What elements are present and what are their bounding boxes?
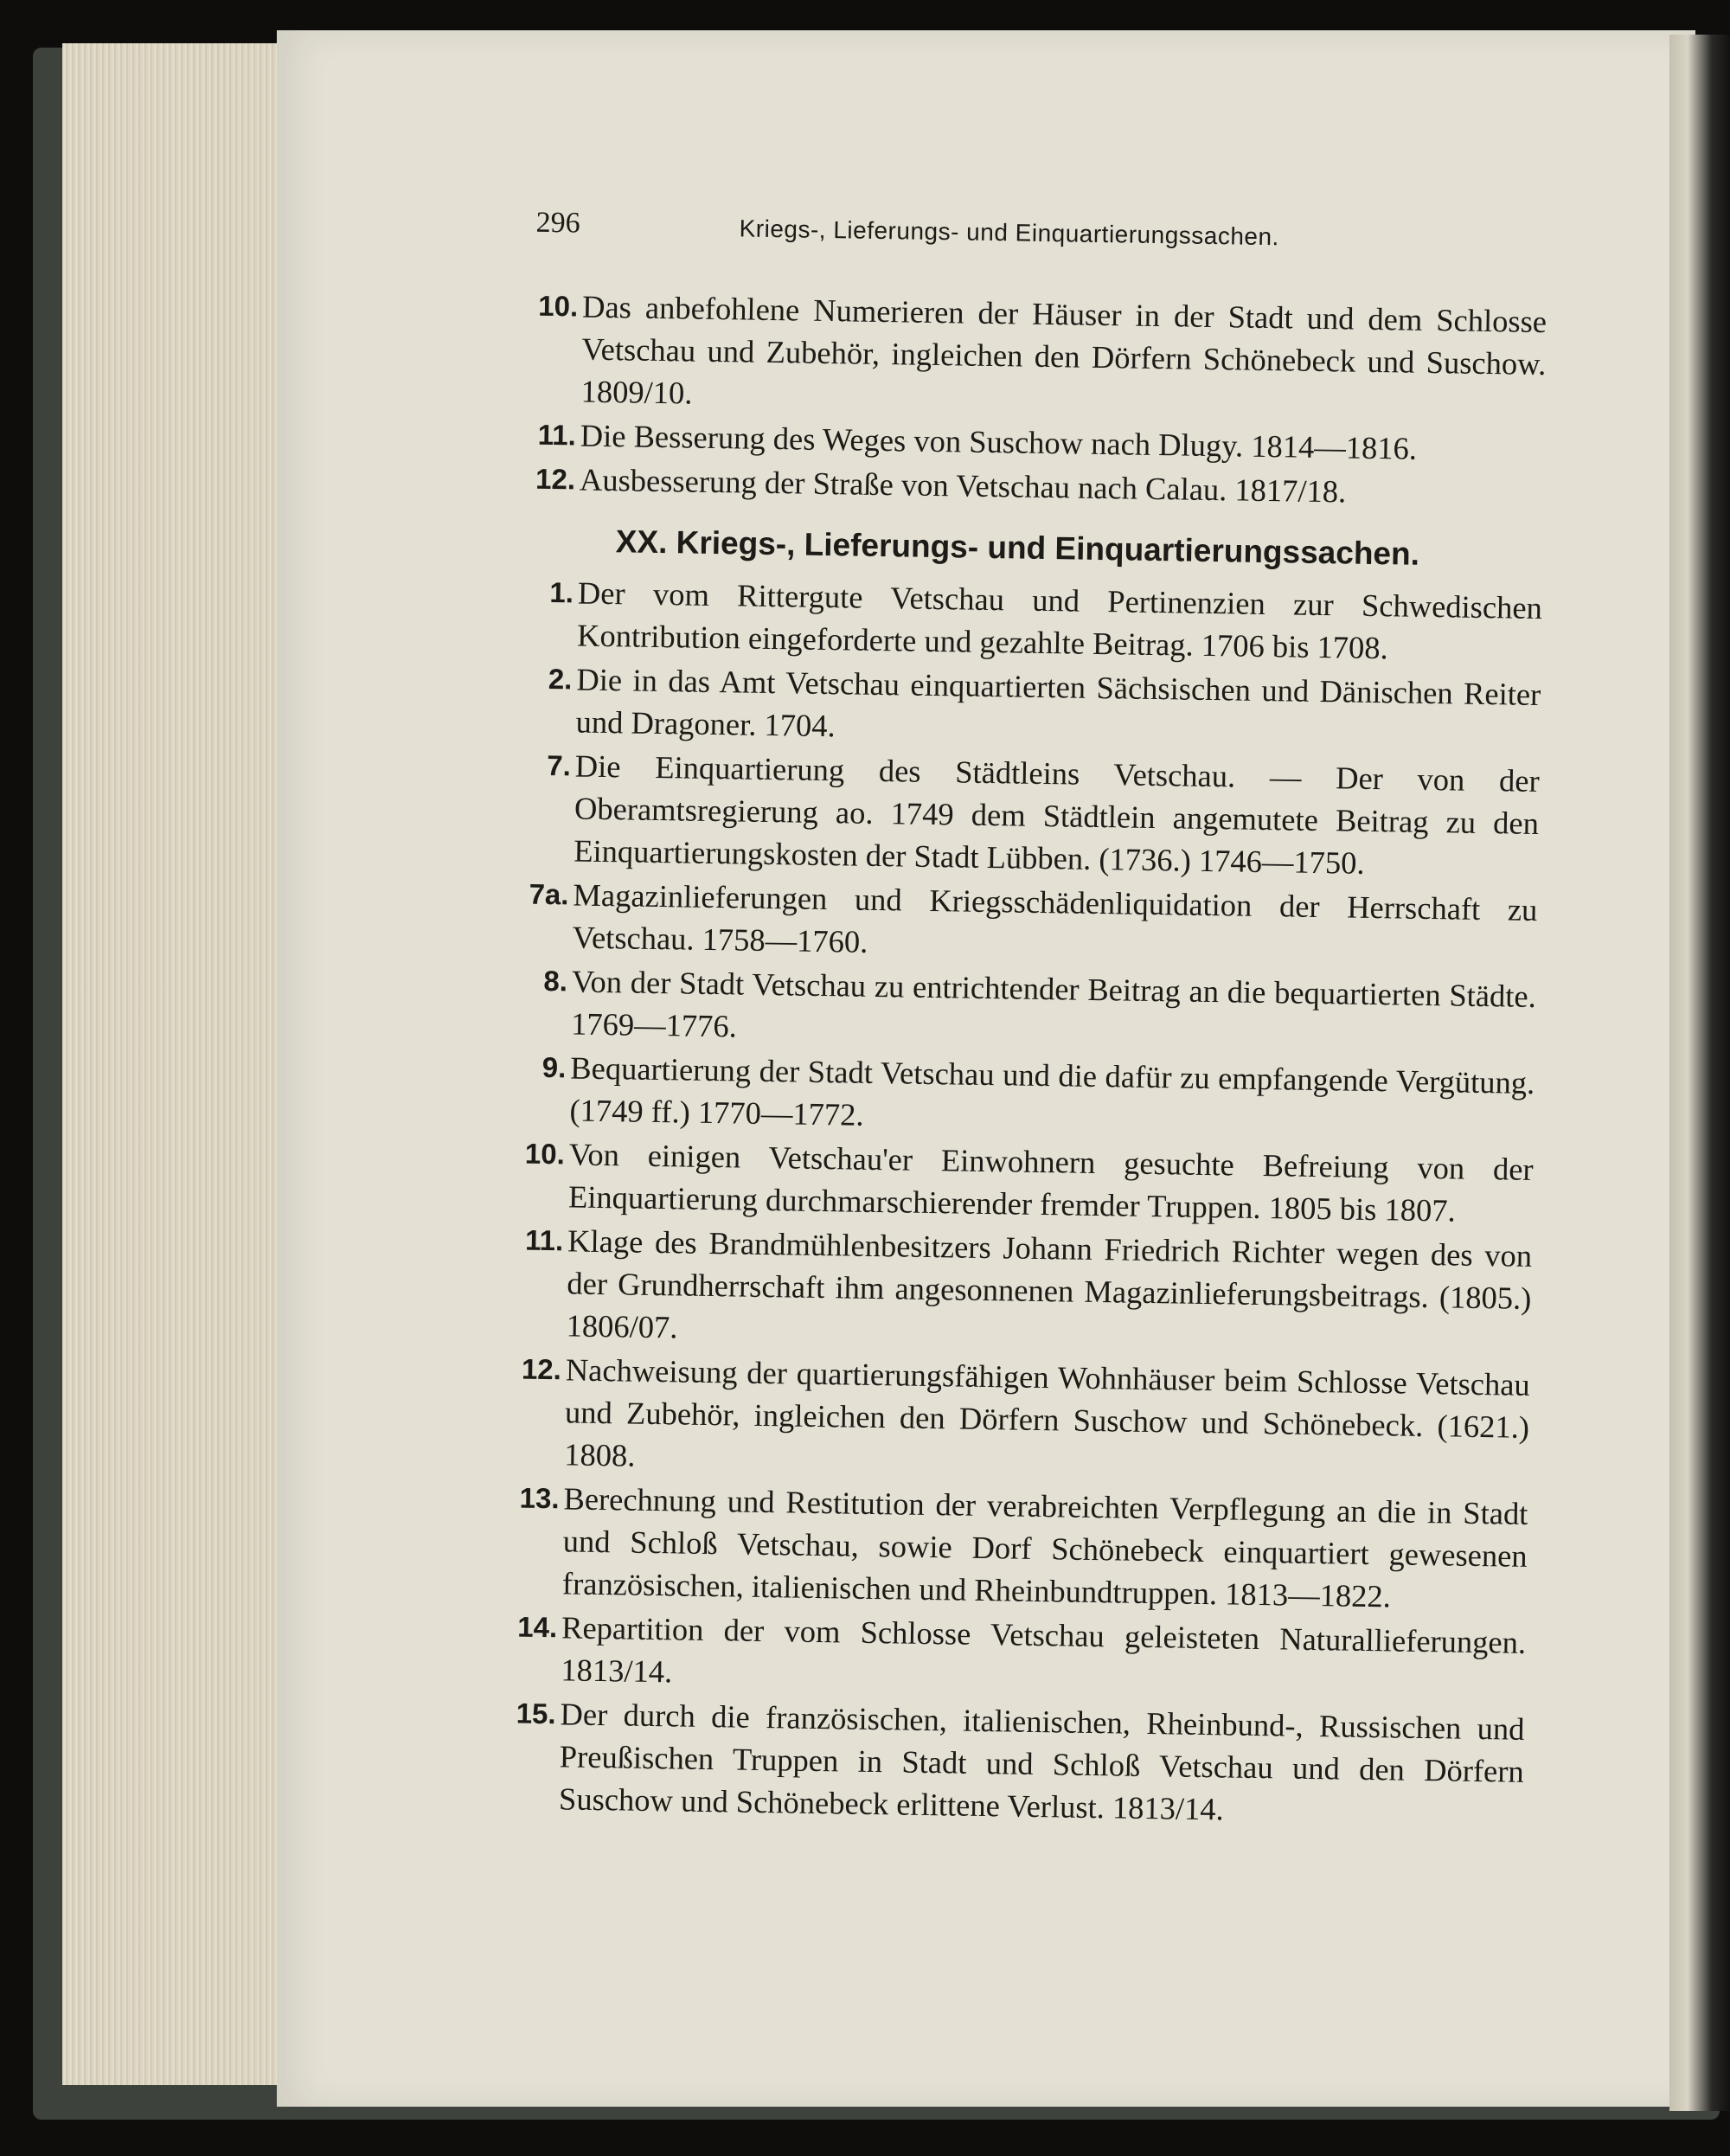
entry-text: Repartition der vom Schlosse Vetschau geleisteten Naturallieferungen. 1813/14. <box>561 1609 1527 1690</box>
entry-text: Die Einquartierung des Städtleins Vetschau. — Der von der Oberamtsregierung ao. 1749 dem Städtlein angemutete Beitrag zu den Einquartierungskosten der Stadt Lübben. (1736.) 1746—1750. <box>573 748 1541 881</box>
page-text-block <box>472 206 1548 1837</box>
entry-number: 1. <box>549 576 574 609</box>
entry-text: Von einigen Vetschau'er Einwohnern gesuchte Befreiung von der Einquartierung durchmarschierender fremder Truppen. 1805 bis 1807. <box>567 1136 1534 1229</box>
entry-number: 10. <box>524 1137 566 1171</box>
entry-text: Nachweisung der quartierungsfähigen Wohnhäuser beim Schlosse Vetschau und Zubehör, ingleichen den Dörfern Suschow und Schönebeck. (1621.) 1808. <box>564 1351 1531 1473</box>
list-item <box>484 959 1536 1060</box>
entry-number: 11. <box>524 1223 564 1257</box>
entry-text: Der durch die französischen, italienischen, Rheinbund-, Russischen und Preußischen Truppen in Stadt und Schloß Vetschau und den Dörfern Suschow und Schönebeck erlittene Verlust. 1813/14. <box>558 1696 1525 1827</box>
list-item <box>476 1476 1528 1620</box>
entry-text: Der vom Rittergute Vetschau und Pertinenzien zur Schwedischen Kontribution eingeforderte und gezahlte Beitrag. 1706 bis 1708. <box>576 574 1543 666</box>
entry-list-section-xx <box>472 570 1543 1835</box>
list-item <box>489 657 1541 758</box>
entry-number: 2. <box>548 662 573 696</box>
entry-text: Berechnung und Restitution der verabreichten Verpflegung an die in Stadt und Schloß Vetschau, sowie Dorf Schönebeck einquartiert gewesenen französischen, italienischen und Rheinbundtruppen. 1813—1822. <box>561 1480 1528 1614</box>
list-item <box>472 1691 1525 1835</box>
list-item <box>483 1045 1535 1146</box>
page-right-edge <box>1669 35 1730 2111</box>
list-item <box>479 1218 1532 1362</box>
list-item <box>474 1605 1526 1706</box>
page-number: 296 <box>535 206 580 240</box>
entry-number: 12. <box>521 1352 562 1386</box>
entry-text: Klage des Brandmühlenbesitzers Johann Friedrich Richter wegen des von der Grundherrschaft ihm angesonnenen Magazinlieferungsbeitrags. (1805.) 1806/07. <box>566 1222 1533 1345</box>
entry-text: Bequartierung der Stadt Vetschau und die dafür zu empfangende Vergütung. (1749 ff.) 1770—1772. <box>569 1049 1535 1133</box>
entry-number: 10. <box>538 289 579 323</box>
entry-number: 14. <box>517 1610 558 1644</box>
entry-list-previous-section <box>493 284 1547 516</box>
page-stack-edge <box>62 43 296 2085</box>
entry-text: Die Besserung des Weges von Suschow nach Dlugy. 1814—1816. <box>580 417 1418 466</box>
entry-number: 8. <box>543 964 568 998</box>
entry-number: 11. <box>537 418 577 452</box>
list-item <box>485 872 1537 973</box>
entry-number: 15. <box>516 1697 556 1730</box>
entry-number: 7a. <box>529 877 569 911</box>
entry-text: Magazinlieferungen und Kriegsschädenliquidation der Herrschaft zu Vetschau. 1758—1760. <box>572 876 1538 959</box>
running-title: Kriegs-, Lieferungs- und Einquartierungssachen. <box>739 215 1280 251</box>
list-item <box>477 1347 1530 1491</box>
entry-number: 12. <box>535 462 576 496</box>
entry-number: 7. <box>547 748 572 782</box>
entry-text: Ausbesserung der Straße von Vetschau nach Calau. 1817/18. <box>579 461 1347 510</box>
list-item <box>490 570 1542 671</box>
list-item <box>487 743 1540 887</box>
list-item <box>482 1132 1534 1233</box>
entry-text: Das anbefohlene Numerieren der Häuser in der Stadt und dem Schlosse Vetschau und Zubehör, ingleichen den Dörfern Schönebeck und Suschow. 1809/10. <box>580 288 1547 411</box>
entry-text: Die in das Amt Vetschau einquartierten Sächsischen und Dänischen Reiter und Dragoner. 1704. <box>575 661 1541 744</box>
list-item <box>494 284 1547 427</box>
section-heading: XX. Kriegs-, Lieferungs- und Einquartierungssachen. <box>615 523 1420 572</box>
entry-number: 9. <box>541 1050 567 1084</box>
entry-text: Von der Stadt Vetschau zu entrichtender Beitrag an die bequartierten Städte. 1769—1776. <box>570 963 1537 1044</box>
entry-number: 13. <box>519 1481 560 1515</box>
